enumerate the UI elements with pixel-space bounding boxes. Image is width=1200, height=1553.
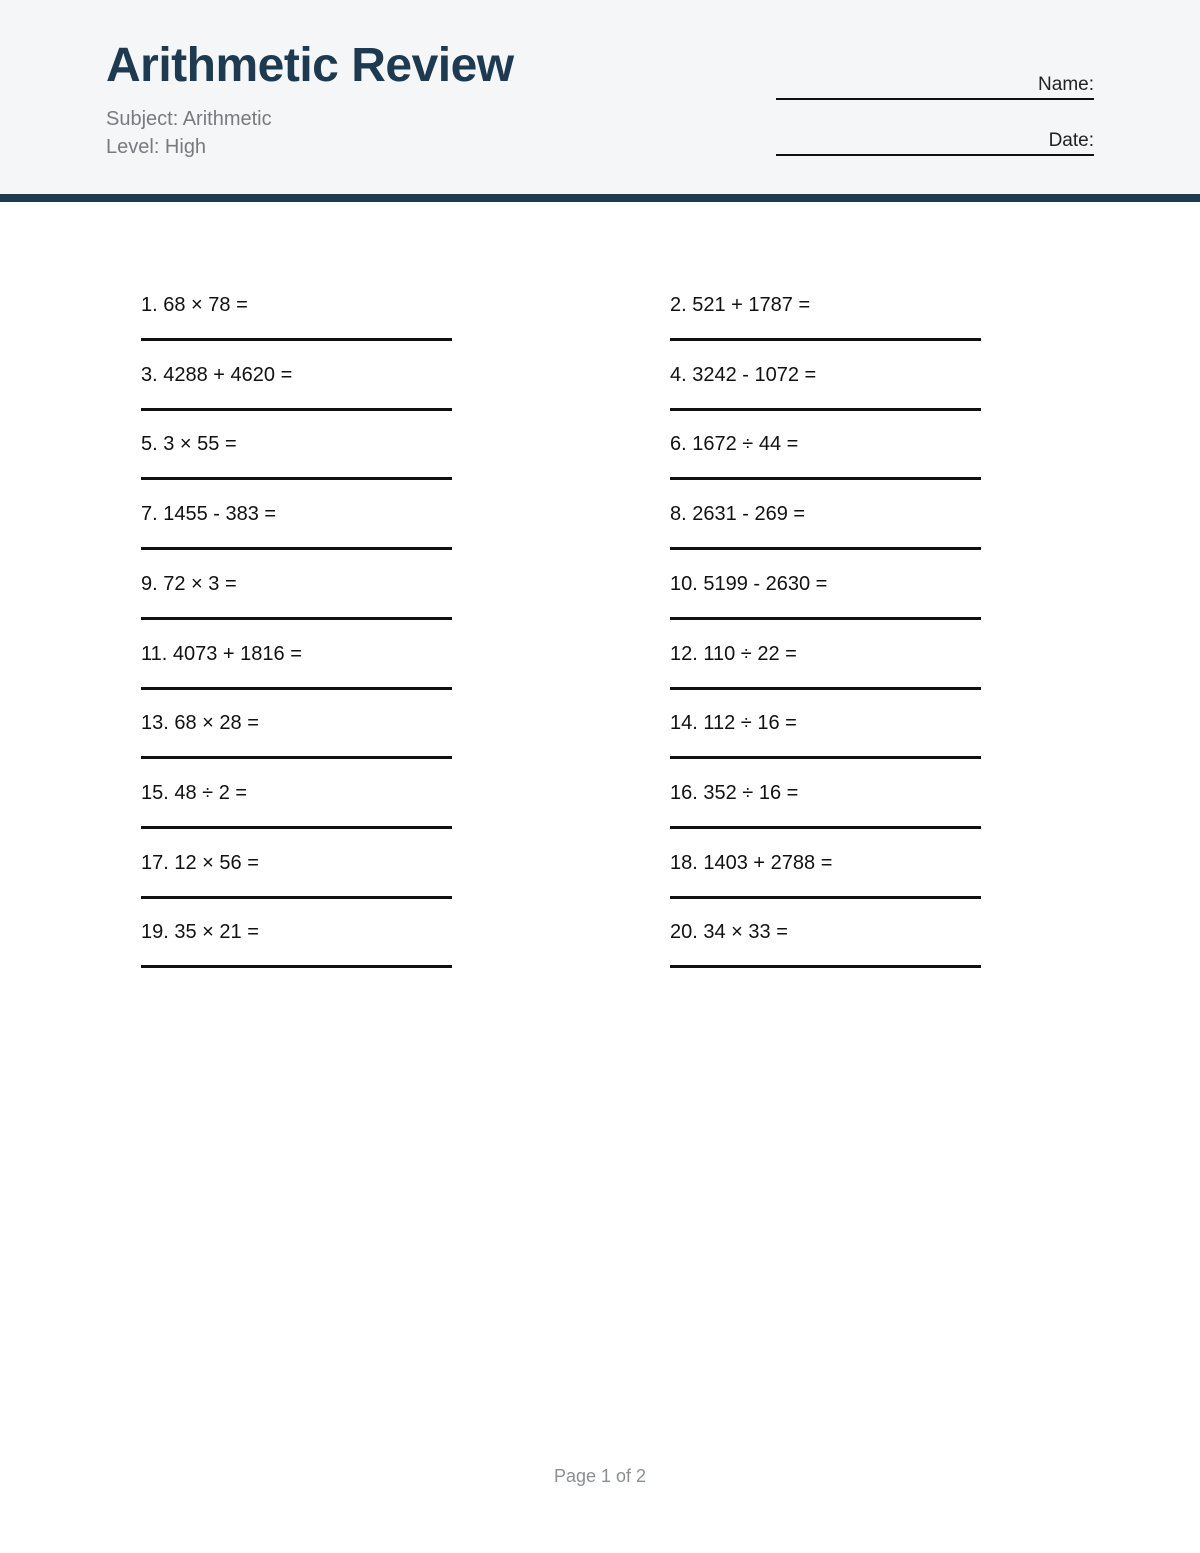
problem-11[interactable] (141, 643, 452, 690)
problem-1[interactable] (141, 294, 452, 341)
problem-text: 5. 3 × 55 = (141, 433, 237, 455)
problem-10[interactable] (670, 573, 981, 620)
problem-text: 18. 1403 + 2788 = (670, 852, 833, 874)
problem-4[interactable] (670, 364, 981, 411)
problem-6[interactable] (670, 433, 981, 480)
worksheet-title: Arithmetic Review (106, 39, 514, 92)
problem-text: 12. 110 ÷ 22 = (670, 643, 797, 665)
problem-15[interactable] (141, 782, 452, 829)
name-label: Name: (1038, 74, 1094, 95)
problem-9[interactable] (141, 573, 452, 620)
level-text: Level: High (106, 136, 207, 158)
problem-16[interactable] (670, 782, 981, 829)
date-label: Date: (1048, 130, 1094, 151)
problem-18[interactable] (670, 852, 981, 899)
problem-text: 9. 72 × 3 = (141, 573, 237, 595)
problem-text: 15. 48 ÷ 2 = (141, 782, 248, 804)
name-field[interactable] (776, 74, 1094, 100)
problem-text: 17. 12 × 56 = (141, 852, 259, 874)
page-number: Page 1 of 2 (553, 1466, 647, 1486)
problem-text: 11. 4073 + 1816 = (141, 643, 302, 665)
problem-text: 10. 5199 - 2630 = (670, 573, 828, 595)
problem-text: 6. 1672 ÷ 44 = (670, 433, 799, 455)
problem-text: 20. 34 × 33 = (670, 921, 788, 943)
problem-text: 2. 521 + 1787 = (670, 294, 811, 316)
problem-text: 3. 4288 + 4620 = (141, 364, 293, 386)
problem-text: 7. 1455 - 383 = (141, 503, 277, 525)
problem-19[interactable] (141, 921, 452, 968)
problem-3[interactable] (141, 364, 452, 411)
problem-17[interactable] (141, 852, 452, 899)
problem-text: 13. 68 × 28 = (141, 712, 259, 734)
problem-text: 8. 2631 - 269 = (670, 503, 806, 525)
problem-text: 4. 3242 - 1072 = (670, 364, 817, 386)
problem-20[interactable] (670, 921, 981, 968)
problem-8[interactable] (670, 503, 981, 550)
problem-text: 1. 68 × 78 = (141, 294, 248, 316)
problem-7[interactable] (141, 503, 452, 550)
problem-2[interactable] (670, 294, 981, 341)
subject-text: Subject: Arithmetic (106, 108, 272, 130)
problem-12[interactable] (670, 643, 981, 690)
problem-text: 14. 112 ÷ 16 = (670, 712, 797, 734)
problem-text: 16. 352 ÷ 16 = (670, 782, 799, 804)
date-field[interactable] (776, 130, 1094, 156)
worksheet-header (0, 0, 1200, 202)
problem-text: 19. 35 × 21 = (141, 921, 259, 943)
problem-13[interactable] (141, 712, 452, 759)
problem-14[interactable] (670, 712, 981, 759)
problem-5[interactable] (141, 433, 452, 480)
